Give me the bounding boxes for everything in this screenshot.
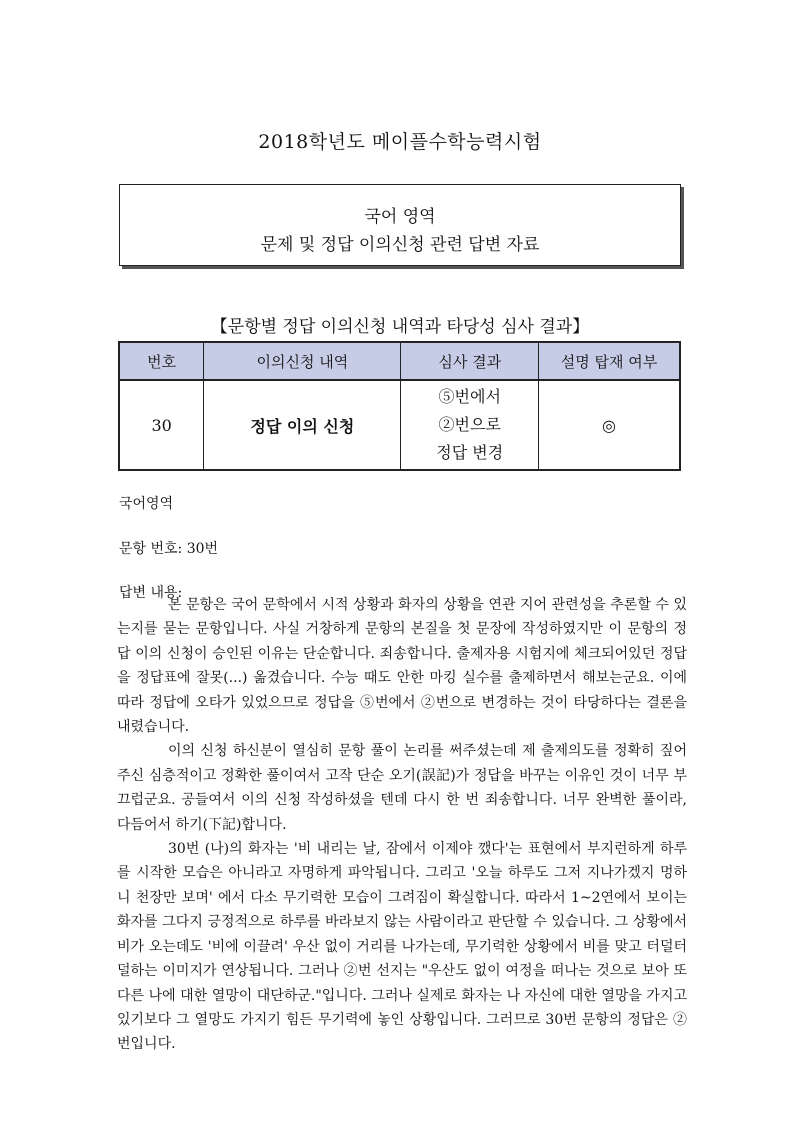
result-line: ②번으로 [438, 415, 501, 434]
header-number: 번호 [119, 342, 204, 380]
cell-posted: ◎ [538, 380, 680, 470]
item-number-label: 문항 번호: 30번 [119, 541, 219, 557]
result-line: 정답 변경 [436, 443, 504, 462]
answer-paragraph: 본 문항은 국어 문학에서 시적 상황과 화자의 상황을 연관 지어 관련성을 추론할 수 있는지를 묻는 문항입니다. 사실 거창하게 문항의 본질을 첫 문장에 작성하였지만 이 문항의 정답 이의 신청이 승인된 이유는 단순합니다. 죄송합니다. 출제자용 시험지에 체크되어있던 정답을 정답표에 잘못(...) 옮겼습니다. 수능 때도 안한 마킹 실수를 출제하면서 해보는군요. 이에 따라 정답에 오타가 있었으므로 정답을 ⑤번에서 ②번으로 변경하는 것이 타당하다는 결론을 내렸습니다. [117, 597, 687, 736]
answer-paragraph: 이의 신청 하신분이 열심히 문항 풀이 논리를 써주셨는데 제 출제의도를 정확히 짚어주신 심층적이고 정확한 풀이여서 고작 단순 오기(誤記)가 정답을 바꾸는 이유인 것이 너무 부끄럽군요. 공들여서 이의 신청 작성하셨을 텐데 다시 한 번 죄송합니다. 너무 완벽한 풀이라, 다듬어서 하기(下記)합니다. [117, 743, 687, 833]
document-title: 2018학년도 메이플수학능력시험 [258, 131, 542, 153]
table-row [119, 380, 680, 470]
cell-result [401, 380, 539, 470]
header-result: 심사 결과 [401, 342, 539, 380]
subject-label: 국어영역 [119, 496, 174, 512]
table-header-row [119, 342, 680, 380]
section-subject: 국어 영역 [364, 207, 436, 227]
answer-paragraph: 30번 (나)의 화자는 '비 내리는 날, 잠에서 이제야 깼다'는 표현에서 부지런하게 하루를 시작한 모습은 아니라고 자명하게 파악됩니다. 그리고 '오늘 하루도 그저 지나가겠지 멍하니 천장만 보며' 에서 다소 무기력한 모습이 그려짐이 확실합니다. 따라서 1~2연에서 보이는 화자를 그다지 긍정적으로 하루를 바라보지 않는 사람이라고 판단할 수 있습니다. 그 상황에서 비가 오는데도 '비에 이끌려' 우산 없이 거리를 나가는데, 무기력한 상황에서 비를 맞고 터덜터덜하는 이미지가 연상됩니다. 그러나 ②번 선지는 "우산도 없이 여정을 떠나는 것으로 보아 또 다른 나에 대한 열망이 대단하군."입니다. 그러나 실제로 화자는 나 자신에 대한 열망을 가지고 있기보다 그 열망도 가지기 힘든 무기력에 놓인 상황입니다. 그러므로 30번 문항의 정답은 ②번입니다. [117, 841, 687, 1053]
cell-number: 30 [119, 380, 204, 470]
cell-claim: 정답 이의 신청 [204, 380, 401, 470]
header-posted: 설명 탑재 여부 [538, 342, 680, 380]
table-caption: 【문항별 정답 이의신청 내역과 타당성 심사 결과】 [210, 317, 590, 337]
section-title-box [119, 184, 681, 266]
header-claim: 이의신청 내역 [204, 342, 401, 380]
section-description: 문제 및 정답 이의신청 관련 답변 자료 [260, 235, 540, 255]
answer-label: 답변 내용: [119, 585, 183, 601]
answer-body [117, 593, 687, 1057]
appeal-result-table [118, 341, 681, 471]
result-line: ⑤번에서 [438, 387, 501, 406]
